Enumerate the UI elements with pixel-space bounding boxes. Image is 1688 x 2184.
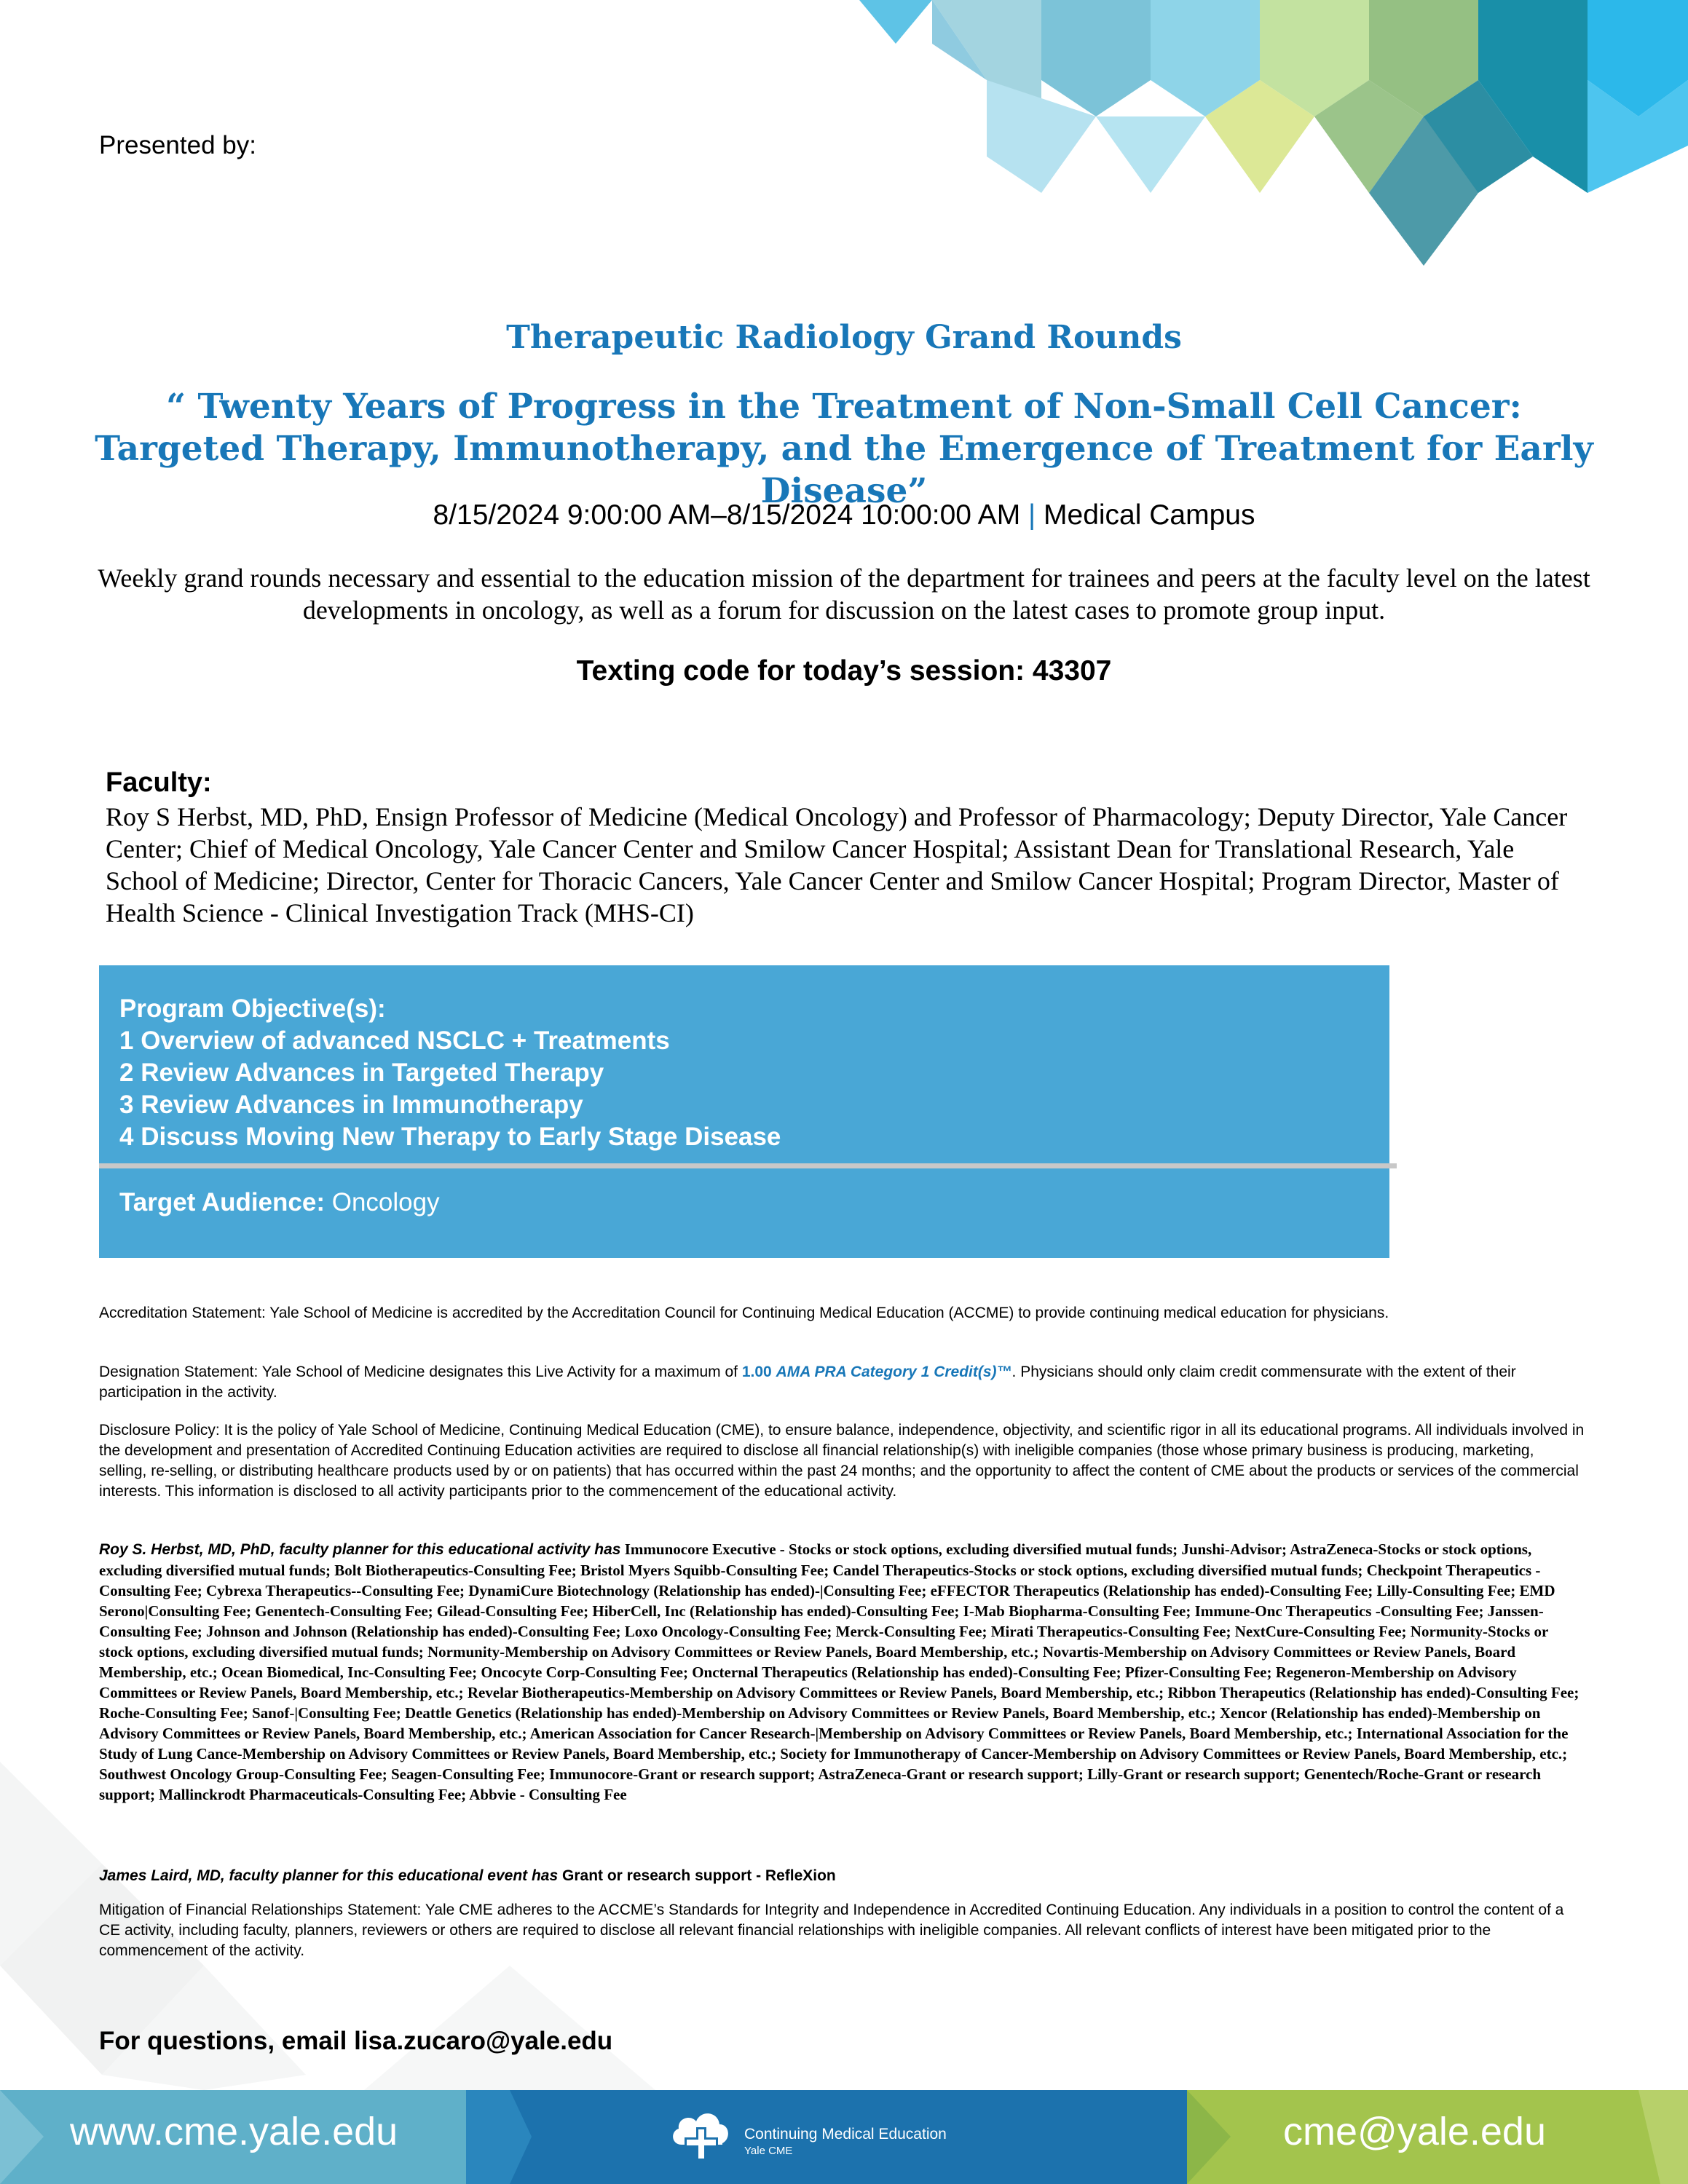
- texting-code: Texting code for today’s session: 43307: [576, 655, 1112, 687]
- laird-disclosure-lead: James Laird, MD, faculty planner for this educational event has: [99, 1867, 559, 1884]
- faculty-bio: Roy S Herbst, MD, PhD, Ensign Professor of Medicine (Medical Oncology) and Professor of Pharmacology; Deputy Director, Yale Cancer Center; Chief of Medical Oncology, Yale Cancer Center and Smilow Cancer Hospital; Assistant Dean for Translational Research, Yale School of Medicine; Director, Center for Thoracic Cancers, Yale Cancer Center and Smilow Cancer Hospital; Program Director, Master of Health Science - Clinical Investigation Track (MHS-CI): [106, 802, 1568, 927]
- objective-item: 4 Discuss Moving New Therapy to Early Stage Disease: [119, 1123, 781, 1151]
- faculty-heading: Faculty:: [106, 767, 212, 798]
- objectives-heading: Program Objective(s):: [119, 994, 386, 1023]
- herbst-disclosure-text: Immunocore Executive - Stocks or stock options, excluding diversified mutual funds; Junshi-Advisor; AstraZeneca-Stocks or stock options, excluding diversified mutual funds; Bolt Biotherapeutics-Consulting Fee; Bristol Myers Squibb-Consulting Fee; Candel Therapeutics-Stocks or stock options, excluding diversified mutual funds; Checkpoint Therapeutics - Consulting Fee; Cybrexa Therapeutics--Consulting Fee; DynamiCure Biotechnology (Relationship has ended)-|Consulting Fee; eFFECTOR Therapeutics (Relationship has ended)-Consulting Fee; Lilly-Consulting Fee; EMD Serono|Consulting Fee; Genentech-Consulting Fee; Gilead-Consulting Fee; HiberCell, Inc (Relationship has ended)-Consulting Fee; I-Mab Biopharma-Consulting Fee; Immune-Onc Therapeutics -Consulting Fee; Janssen-Consulting Fee; Johnson and Johnson (Relationship has ended)-Consulting Fee; Loxo Oncology-Consulting Fee; Merck-Consulting Fee; Mirati Therapeutics-Consulting Fee; NextCure-Consulting Fee; Normunity-Stocks or stock options, excluding diversified mutual funds; Normunity-Membership on Advisory Committees or Review Panels, Board Membership, etc.; Novartis-Membership on Advisory Committees or Review Panels, Board Membership, etc.; Ocean Biomedical, Inc-Consulting Fee; Oncocyte Corp-Consulting Fee; Oncternal Therapeutics (Relationship has ended)-Consulting Fee; Pfizer-Consulting Fee; Regeneron-Membership on Advisory Committees or Review Panels, Board Membership, etc.; Revelar Biotherapeutics-Membership on Advisory Committees or Review Panels, Board Membership, etc.; Ribbon Therapeutics (Relationship has ended)-Consulting Fee; Roche-Consulting Fee; Sanof-|Consulting Fee; Deattle Genetics (Relationship has ended)-Membership on Advisory Committees or Review Panels, Board Membership, etc.; Xencor (Relationship has ended)-Membership on Advisory Committees or Review Panels, Board Membership, etc.; American Association for Cancer Research-|Membership on Advisory Committees or Review Panels, Board Membership, etc.; International Association for the Study of Lung Cance-Membership on Advisory Committees or Review Panels, Board Membership, etc.; Society for Immunotherapy of Cancer-Membership on Advisory Committees or Review Panels, Board Membership, etc.; Southwest Oncology Group-Consulting Fee; Seagen-Consulting Fee; Immunocore-Grant or research support; AstraZeneca-Grant or research support; Lilly-Grant or research support; Genentech/Roche-Grant or research support; Mallinckrodt Pharmaceuticals-Consulting Fee; Abbvie - Consulting Fee: [99, 1540, 1579, 1803]
- logo-title: Continuing Medical Education: [744, 2126, 947, 2143]
- talk-title: “ Twenty Years of Progress in the Treatment of Non-Small Cell Cancer: Targeted Therapy, Immunotherapy, and the Emergence of Treatment for Early Disease”: [95, 387, 1593, 511]
- objective-item: 1 Overview of advanced NSCLC + Treatments: [119, 1026, 670, 1055]
- separator: |: [1028, 499, 1036, 531]
- event-location: Medical Campus: [1044, 499, 1255, 531]
- designation-credits: 1.00: [741, 1364, 772, 1380]
- designation-pre: Designation Statement: Yale School of Medicine designates this Live Activity for a maximum of: [99, 1364, 742, 1380]
- event-datetime-location: [0, 499, 1688, 531]
- program-objectives-box: [99, 965, 1389, 1258]
- target-audience: [119, 1188, 440, 1217]
- objective-item: 3 Review Advances in Immunotherapy: [119, 1091, 583, 1119]
- objectives-list: [119, 993, 781, 1153]
- objective-item: 2 Review Advances in Targeted Therapy: [119, 1059, 604, 1087]
- questions-contact: For questions, email lisa.zucaro@yale.edu: [99, 2027, 613, 2055]
- cme-logo-icon: [669, 2101, 734, 2164]
- website-link[interactable]: www.cme.yale.edu: [70, 2110, 398, 2153]
- target-audience-value: Oncology: [331, 1188, 440, 1216]
- mitigation-statement: Mitigation of Financial Relationships Statement: Yale CME adheres to the ACCME’s Standards for Integrity and Independence in Accredited Continuing Education. Any individuals in a position to control the content of a CE activity, including faculty, planners, reviewers or others are required to disclose all relevant financial relationships with ineligible companies. All relevant conflicts of interest have been mitigated prior to the commencement of the activity.: [99, 1902, 1564, 1959]
- disclosure-policy: Disclosure Policy: It is the policy of Yale School of Medicine, Continuing Medical Education (CME), to ensure balance, independence, objectivity, and scientific rigor in all its educational programs. All individuals involved in the development and presentation of Accredited Continuing Education activities are required to disclose all financial relationship(s) with ineligible companies (those whose primary business is producing, marketing, selling, re-selling, or distributing healthcare products used by or on patients) that has occurred within the past 24 months; and the opportunity to affect the content of CME about the products or services of the commercial interests. This information is disclosed to all activity participants prior to the commencement of the educational activity.: [99, 1422, 1585, 1500]
- laird-disclosure-text: Grant or research support - RefleXion: [558, 1867, 836, 1884]
- event-datetime: 8/15/2024 9:00:00 AM–8/15/2024 10:00:00 AM: [433, 499, 1021, 531]
- presented-by: Presented by:: [99, 131, 256, 159]
- herbst-disclosure-lead: Roy S. Herbst, MD, PhD, faculty planner for this educational activity has: [99, 1541, 621, 1558]
- herbst-disclosure: [99, 1539, 1585, 1805]
- objectives-divider: [99, 1163, 1397, 1168]
- series-title: Therapeutic Radiology Grand Rounds: [506, 319, 1182, 356]
- target-audience-label: Target Audience:: [119, 1188, 325, 1216]
- designation-post: . Physicians should only claim credit commensurate with the extent of their participation in the activity.: [99, 1364, 1516, 1401]
- designation-statement: [99, 1362, 1585, 1403]
- event-description: Weekly grand rounds necessary and essential to the education mission of the department for trainees and peers at the faculty level on the latest developments in oncology, as well as a forum for discussion on the latest cases to promote group input.: [98, 563, 1590, 625]
- email-link[interactable]: cme@yale.edu: [1283, 2110, 1546, 2153]
- laird-disclosure: [99, 1866, 1585, 1886]
- logo-subtitle: Yale CME: [744, 2145, 793, 2157]
- designation-credit-label: AMA PRA Category 1 Credit(s)™: [776, 1364, 1012, 1380]
- accreditation-statement: Accreditation Statement: Yale School of Medicine is accredited by the Accreditation Council for Continuing Medical Education (ACCME) to provide continuing medical education for physicians.: [99, 1305, 1389, 1321]
